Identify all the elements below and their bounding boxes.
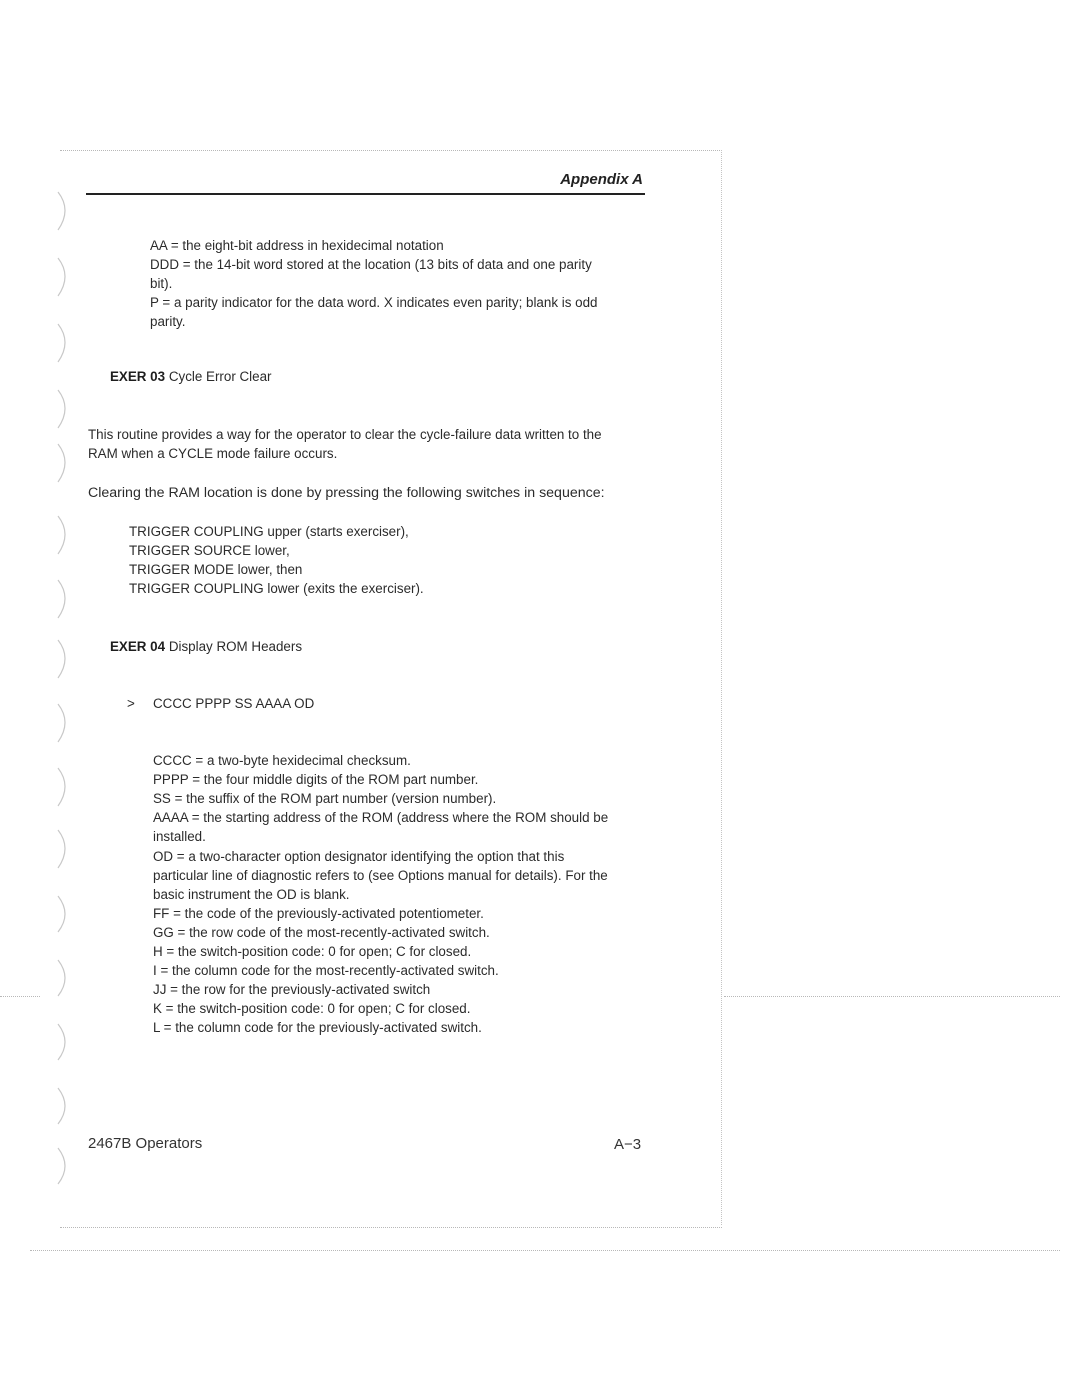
binder-hole-arc [58, 192, 65, 230]
exer03-paragraph-line: RAM when a CYCLE mode failure occurs. [88, 446, 338, 461]
exer03-step: TRIGGER COUPLING upper (starts exerciser), [129, 524, 409, 539]
binder-hole-arc [58, 1024, 65, 1060]
exer04-definition: H = the switch-position code: 0 for open; C for closed. [153, 944, 472, 959]
exer03-heading [110, 368, 272, 386]
exer03-name: Cycle Error Clear [168, 369, 272, 384]
definition-aa: AA = the eight-bit address in hexidecimal notation [150, 238, 444, 253]
exer04-definition: SS = the suffix of the ROM part number (version number). [153, 791, 497, 806]
exer04-definition: GG = the row code of the most-recently-activated switch. [153, 925, 490, 940]
exer04-definition: FF = the code of the previously-activated potentiometer. [153, 906, 484, 921]
exer04-definition: installed. [153, 829, 206, 844]
exer04-display-format: CCCC PPPP SS AAAA OD [153, 696, 315, 711]
scan-border-side [724, 996, 1060, 997]
definition-p: P = a parity indicator for the data word. X indicates even parity; blank is odd [150, 295, 598, 310]
binder-hole-arc [58, 640, 65, 678]
scan-border-left-mid [0, 996, 40, 997]
exer03-step: TRIGGER COUPLING lower (exits the exerciser). [129, 581, 424, 596]
binder-hole-arc [58, 960, 65, 996]
definition-ddd: DDD = the 14-bit word stored at the location (13 bits of data and one parity [150, 257, 592, 272]
exer04-code: EXER 04 [110, 639, 166, 654]
binder-hole-arc [58, 580, 65, 618]
binder-hole-arc [58, 324, 65, 362]
exer04-definition: CCCC = a two-byte hexidecimal checksum. [153, 753, 411, 768]
exer04-definition: JJ = the row for the previously-activated switch [153, 982, 431, 997]
scan-border-right [721, 150, 722, 1225]
footer-manual-name: 2467B Operators [88, 1135, 203, 1152]
exer04-prompt-symbol: > [127, 696, 135, 711]
binder-hole-arc [58, 1148, 65, 1184]
exer04-heading [110, 638, 302, 656]
binder-holes-decoration [40, 190, 80, 1190]
exer04-definition: L = the column code for the previously-activated switch. [153, 1020, 482, 1035]
header-rule [86, 193, 645, 195]
binder-hole-arc [58, 444, 65, 482]
exer04-definition: AAAA = the starting address of the ROM (address where the ROM should be [153, 810, 609, 825]
exer04-definition: OD = a two-character option designator identifying the option that this [153, 849, 565, 864]
definition-ddd-cont: bit). [150, 276, 173, 291]
scan-border-top [60, 150, 720, 151]
exer03-step: TRIGGER MODE lower, then [129, 562, 303, 577]
exer03-code: EXER 03 [110, 369, 166, 384]
exer03-paragraph-line: This routine provides a way for the operator to clear the cycle-failure data written to the [88, 427, 602, 442]
binder-hole-arc [58, 704, 65, 742]
binder-hole-arc [58, 830, 65, 868]
exer04-definition: basic instrument the OD is blank. [153, 887, 350, 902]
binder-hole-arc [58, 896, 65, 932]
binder-hole-arc [58, 768, 65, 806]
page-header-title: Appendix A [560, 171, 643, 188]
exer04-definition: PPPP = the four middle digits of the ROM part number. [153, 772, 479, 787]
exer04-name: Display ROM Headers [168, 639, 303, 654]
binder-hole-arc [58, 516, 65, 554]
scan-border-lower [30, 1250, 1060, 1251]
exer04-definition: K = the switch-position code: 0 for open; C for closed. [153, 1001, 471, 1016]
exer04-definition: I = the column code for the most-recently-activated switch. [153, 963, 499, 978]
footer-page-number: A−3 [614, 1136, 642, 1153]
exer03-step: TRIGGER SOURCE lower, [129, 543, 290, 558]
binder-hole-arc [58, 1088, 65, 1124]
exer04-definition: particular line of diagnostic refers to (see Options manual for details). For the [153, 868, 608, 883]
binder-hole-arc [58, 390, 65, 428]
exer03-instruction: Clearing the RAM location is done by pressing the following switches in sequence: [88, 485, 605, 501]
definition-p-cont: parity. [150, 314, 186, 329]
binder-hole-arc [58, 258, 65, 296]
scan-border-bottom [60, 1227, 722, 1228]
